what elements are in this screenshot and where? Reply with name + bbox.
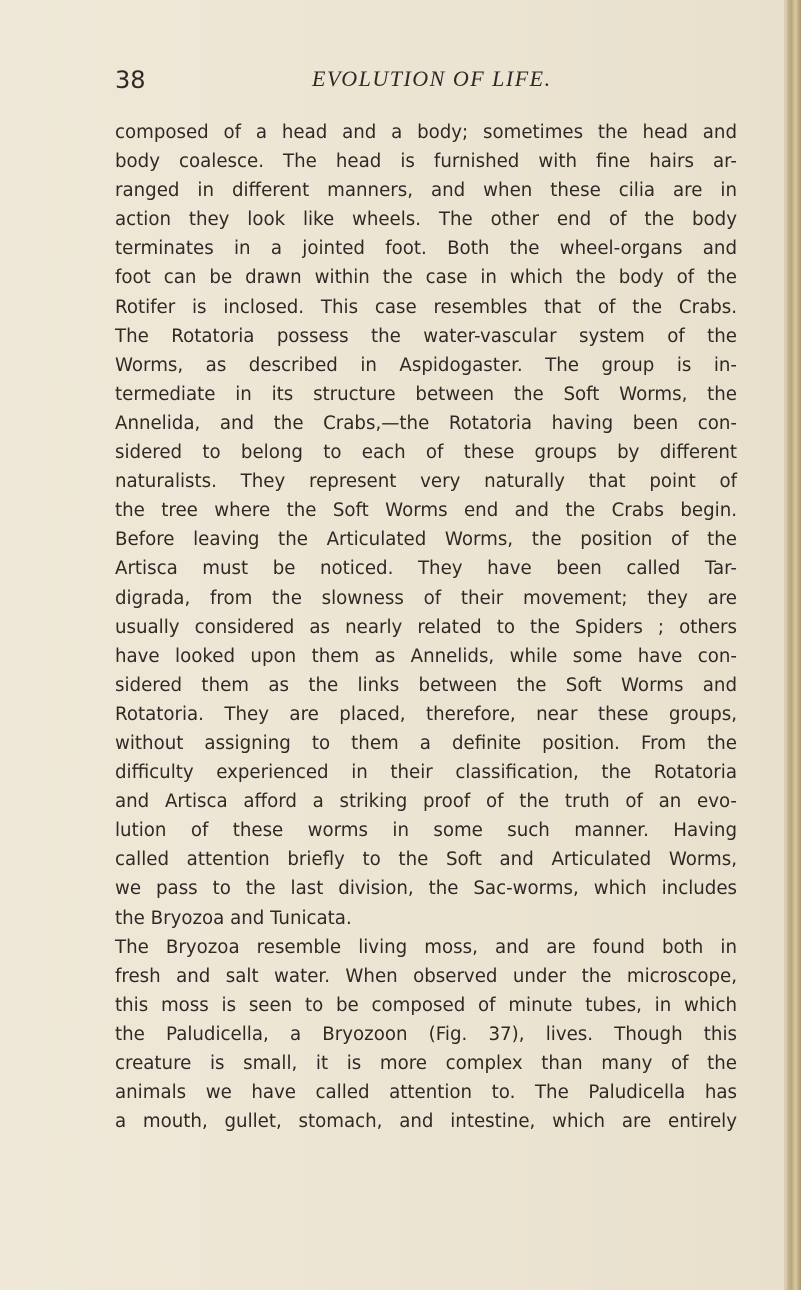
text-line: The Bryozoa resemble living moss, and are found both in xyxy=(115,936,737,958)
text-line: Rotifer is inclosed. This case resembles that of the Crabs. xyxy=(115,296,737,318)
text-line: this moss is seen to be composed of minute tubes, in which xyxy=(115,994,737,1016)
text-line: Rotatoria. They are placed, therefore, near these groups, xyxy=(115,703,737,725)
text-line: the Paludicella, a Bryozoon (Fig. 37), lives. Though this xyxy=(115,1023,737,1045)
text-line: The Rotatoria possess the water-vascular system of the xyxy=(115,325,737,347)
text-line: action they look like wheels. The other end of the body xyxy=(115,209,737,231)
text-line: termediate in its structure between the Soft Worms, the xyxy=(115,383,737,405)
text-line: naturalists. They represent very naturally that point of xyxy=(115,471,737,493)
text-line: foot can be drawn within the case in which the body of the xyxy=(115,267,737,289)
body-text xyxy=(115,118,737,1136)
text-line: and Artisca afford a striking proof of the truth of an evo- xyxy=(115,791,737,813)
text-line: ranged in different manners, and when these cilia are in xyxy=(115,180,737,202)
text-line: sidered to belong to each of these groups by different xyxy=(115,442,737,464)
text-line: called attention briefly to the Soft and Articulated Worms, xyxy=(115,849,737,871)
text-line: without assigning to them a definite position. From the xyxy=(115,732,737,754)
text-line: composed of a head and a body; sometimes the head and xyxy=(115,122,737,143)
text-line: usually considered as nearly related to the Spiders ; others xyxy=(115,616,737,638)
text-line: Worms, as described in Aspidogaster. The group is in- xyxy=(115,354,737,376)
text-line: animals we have called attention to. The Paludicella has xyxy=(115,1082,737,1104)
text-line: we pass to the last division, the Sac-worms, which includes xyxy=(115,878,737,900)
text-line: Annelida, and the Crabs,—the Rotatoria having been con- xyxy=(115,412,737,434)
text-line: Artisca must be noticed. They have been called Tar- xyxy=(115,558,737,580)
running-title: EVOLUTION OF LIFE. xyxy=(312,66,552,91)
page-edge xyxy=(787,0,801,1290)
page-header xyxy=(115,66,735,96)
text-line: lution of these worms in some such manner. Having xyxy=(115,820,737,842)
page-number: 38 xyxy=(115,66,146,94)
text-line: a mouth, gullet, stomach, and intestine, which are entirely xyxy=(115,1111,737,1133)
text-line: Before leaving the Articulated Worms, the position of the xyxy=(115,529,737,551)
text-line: creature is small, it is more complex than many of the xyxy=(115,1053,737,1074)
text-line: body coalesce. The head is furnished with fine hairs ar- xyxy=(115,151,737,173)
text-line: fresh and salt water. When observed under the microscope, xyxy=(115,965,737,987)
text-line: digrada, from the slowness of their movement; they are xyxy=(115,587,737,609)
text-line: the tree where the Soft Worms end and the Crabs begin. xyxy=(115,500,737,522)
text-line: the Bryozoa and Tunicata. xyxy=(115,907,352,929)
text-line: terminates in a jointed foot. Both the wheel-organs and xyxy=(115,238,737,260)
text-line: sidered them as the links between the Soft Worms and xyxy=(115,674,737,696)
text-line: difficulty experienced in their classification, the Rotatoria xyxy=(115,762,737,784)
text-line: have looked upon them as Annelids, while some have con- xyxy=(115,645,737,667)
